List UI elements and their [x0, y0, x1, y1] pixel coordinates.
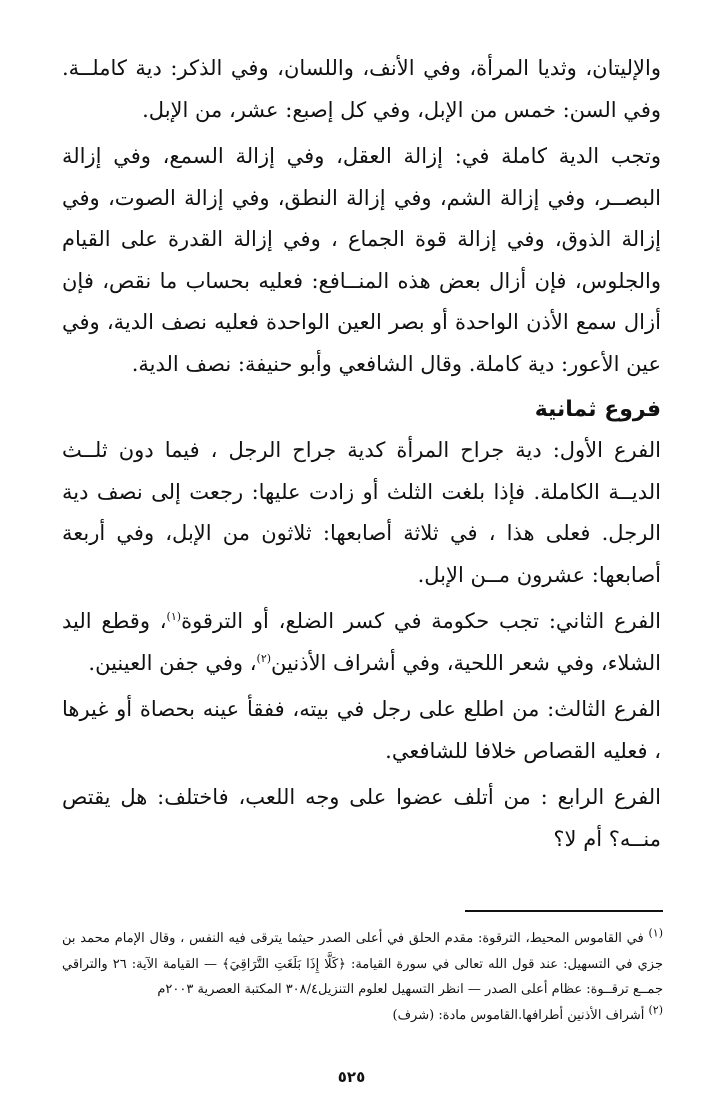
main-text — [62, 48, 661, 865]
footnote-ref-1[interactable]: (١) — [166, 610, 182, 623]
page-number: ٥٢٥ — [337, 1068, 366, 1086]
footnote-1-text-b: — القيامة الآية: ٢٦ والتراقي جمــع ترقــوة: عظام أعلى الصدر — انظر التسهيل لعلوم التنزيل٣٠٨/٤ المكتبة العصرية ٢٠٠٣م — [62, 956, 663, 997]
branch-second-text-a: الفرع الثاني: تجب حكومة في كسر الضلع، أو الترقوة — [181, 609, 661, 633]
branch-second-text-b: ، وقطع اليد الشلاء، وفي شعر اللحية، وفي أشراف الأذنين — [62, 609, 661, 675]
branch-second — [62, 601, 661, 684]
footnote-2-marker: (٢) — [648, 1003, 663, 1017]
paragraph-faculties: وتجب الدية كاملة في: إزالة العقل، وفي إزالة السمع، وفي إزالة البصــر، وفي إزالة الشم، وفي إزالة النطق، وفي إزالة الصوت، وفي إزالة الذوق، وفي إزالة قوة الجماع ، وفي إزالة القدرة على القيام والجلوس، فإن أزال بعض هذه المنــافع: فعليه بحساب ما نقص، فإن أزال سمع الأذن الواحدة أو بصر العين الواحدة فعليه نصف الدية، وفي عين الأعور: دية كاملة. وقال الشافعي وأبو حنيفة: نصف الدية. — [62, 144, 661, 376]
branch-second-text-c: ، وفي جفن العينين. — [88, 650, 257, 675]
footnote-1-text-a: في القاموس المحيط، الترقوة: مقدم الحلق في أعلى الصدر حيثما يترقى فيه النفس ، وقال الإمام محمد بن جزي في التسهيل: عند قول الله تعالى في سورة القيامة: — [62, 931, 663, 972]
footnote-ref-2[interactable]: (٢) — [256, 651, 272, 665]
footnote-2 — [62, 1003, 663, 1029]
paragraph-limbs: والإليتان، وثديا المرأة، وفي الأنف، واللسان، وفي الذكر: دية كاملــة. وفي السن: خمس من الإبل، وفي كل إصبع: عشر، من الإبل. — [62, 56, 661, 122]
footnote-1-quran-verse: ﴿كَلَّا إِذَا بَلَغَتِ التَّرَاقِيَ﴾ — [222, 956, 346, 972]
section-heading: فروع ثمانية — [534, 397, 661, 422]
footnote-1 — [62, 926, 663, 1003]
footnote-separator — [465, 910, 663, 912]
branch-fourth: الفرع الرابع : من أتلف عضوا على وجه اللعب، فاختلف: هل يقتص منــه؟ أم لا؟ — [62, 785, 661, 851]
footnote-2-text: أشراف الأذنين أطرافها.القاموس مادة: (شرف) — [392, 1007, 645, 1023]
branch-first: الفرع الأول: دية جراح المرأة كدية جراح الرجل ، فيما دون ثلــث الديــة الكاملة. فإذا بلغت الثلث أو زادت عليها: رجعت إلى نصف دية الرجل. فعلى هذا ، في ثلاثة أصابعها: ثلاثون من الإبل، وفي أربعة أصابعها: عشرون مــن الإبل. — [62, 438, 661, 587]
footnote-1-marker: (١) — [648, 926, 664, 940]
branch-third: الفرع الثالث: من اطلع على رجل في بيته، ففقأ عينه بحصاة أو غيرها ، فعليه القصاص خلافا للشافعي. — [62, 697, 661, 763]
footnotes — [62, 926, 663, 1028]
